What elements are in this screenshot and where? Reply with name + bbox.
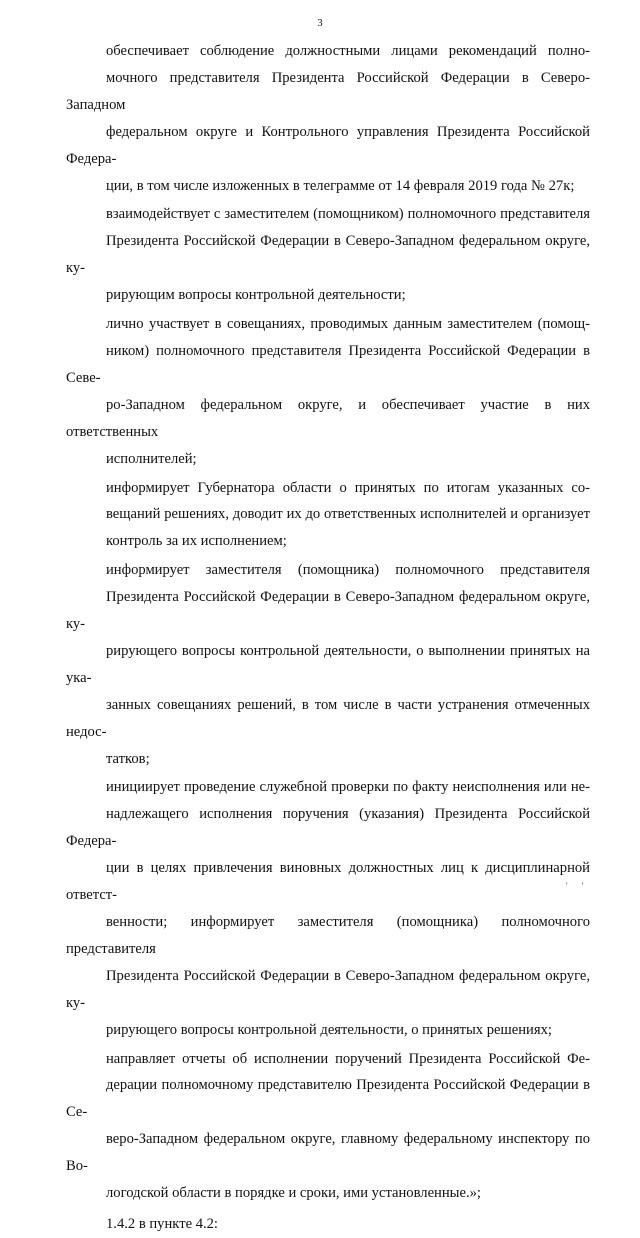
paragraph-interacts — [66, 201, 590, 309]
paragraph-participates — [66, 311, 590, 472]
text-line: инициирует проведение служебной проверки по факту неисполнения или не- — [106, 779, 590, 796]
text-line: веро-Западном федеральном округе, главному федеральному инспектору по Во- — [66, 1131, 590, 1175]
text-line: ции, в том числе изложенных в телеграмме от 14 февраля 2019 года № 27к; — [106, 177, 575, 194]
text-line: занных совещаниях решений, в том числе в части устранения отмеченных недос- — [66, 696, 590, 740]
paragraph-sends-reports — [66, 1046, 590, 1207]
paragraph-initiates-inspection — [66, 774, 590, 1043]
text-line: информирует Губернатора области о принятых по итогам указанных со- — [106, 479, 590, 496]
section-heading: 1.4.2 в пункте 4.2: — [106, 1215, 218, 1232]
text-line: Президента Российской Федерации в Северо-Западном федеральном округе, ку- — [66, 967, 590, 1011]
text-line: рирующего вопросы контрольной деятельности, о выполнении принятых на ука- — [66, 642, 590, 686]
text-line: Президента Российской Федерации в Северо-Западном федеральном округе, ку- — [66, 589, 590, 633]
text-line: ции в целях привлечения виновных должностных лиц к дисциплинарной ответст- — [66, 860, 590, 904]
text-line: лично участвует в совещаниях, проводимых данным заместителем (помощ- — [106, 316, 590, 333]
text-line: контроль за их исполнением; — [106, 533, 287, 550]
text-line: вещаний решениях, доводит их до ответственных исполнителей и организует — [106, 506, 590, 523]
scan-marks: ' ' — [566, 881, 590, 891]
document-body — [66, 38, 590, 1238]
text-line: Президента Российской Федерации в Северо-Западном федеральном округе, ку- — [66, 233, 590, 277]
text-line: рирующего вопросы контрольной деятельности, о принятых решениях; — [106, 1021, 552, 1038]
text-line: федеральном округе и Контрольного управления Президента Российской Федера- — [66, 123, 590, 167]
text-line: информирует заместителя (помощника) полномочного представителя — [106, 562, 590, 579]
page-number: 3 — [317, 18, 323, 29]
text-line: обеспечивает соблюдение должностными лицами рекомендаций полно- — [106, 43, 590, 59]
text-line: рирующим вопросы контрольной деятельности; — [106, 287, 406, 304]
text-line: направляет отчеты об исполнении поручений Президента Российской Фе- — [106, 1050, 590, 1067]
text-line: надлежащего исполнения поручения (указания) Президента Российской Федера- — [66, 806, 590, 850]
text-line: взаимодействует с заместителем (помощником) полномочного представителя — [106, 206, 590, 223]
paragraph-ensures-compliance — [66, 38, 590, 199]
text-line: дерации полномочному представителю Президента Российской Федерации в Се- — [66, 1077, 590, 1121]
text-line: мочного представителя Президента Российской Федерации в Северо-Западном — [66, 69, 590, 113]
text-line: исполнителей; — [106, 450, 197, 467]
text-line: логодской области в порядке и сроки, ими установленные.»; — [106, 1185, 481, 1202]
paragraph-informs-deputy — [66, 557, 590, 772]
text-line: татков; — [106, 750, 150, 767]
text-line: венности; информирует заместителя (помощника) полномочного представителя — [66, 914, 590, 957]
text-line: ником) полномочного представителя Президента Российской Федерации в Севе- — [66, 342, 590, 386]
text-line: ро-Западном федеральном округе, и обеспечивает участие в них ответственных — [66, 396, 590, 440]
paragraph-informs-governor — [66, 475, 590, 556]
